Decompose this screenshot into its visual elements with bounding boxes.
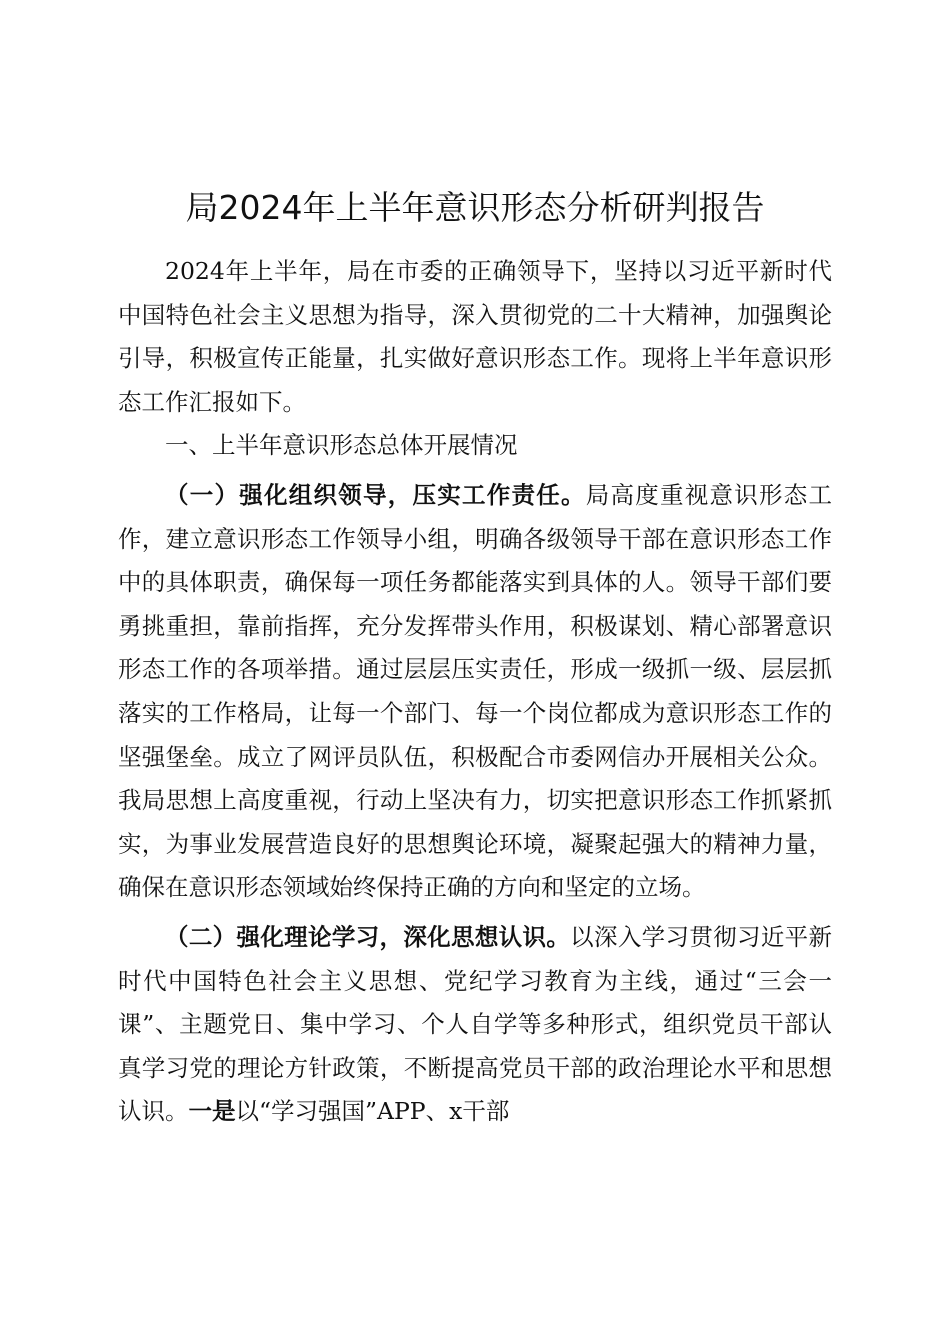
document-body xyxy=(118,250,832,1134)
document-title: 局2024年上半年意识形态分析研判报告 xyxy=(185,188,765,227)
item-2-text: 以深入学习贯彻习近平新时代中国特色社会主义思想、党纪学习教育为主线，通过“三会一课”、主题党日、集中学习、个人自学等多种形式，组织党员干部认真学习党的理论方针政策，不断提高党员干部的政治理论水平和思想认识。 xyxy=(118,922,833,1126)
item-1-text: 局高度重视意识形态工作，建立意识形态工作领导小组，明确各级领导干部在意识形态工作中的具体职责，确保每一项任务都能落实到具体的人。领导干部们要勇挑重担，靠前指挥，充分发挥带头作用，积极谋划、精心部署意识形态工作的各项举措。通过层层压实责任，形成一级抓一级、层层抓落实的工作格局，让每一个部门、每一个岗位都成为意识形态工作的坚强堡垒。成立了网评员队伍，积极配合市委网信办开展相关公众。我局思想上高度重视，行动上坚决有力，切实把意识形态工作抓紧抓实，为事业发展营造良好的思想舆论环境，凝聚起强大的精神力量，确保在意识形态领域始终保持正确的方向和坚定的立场。 xyxy=(118,480,832,902)
item-2-lead: （二）强化理论学习，深化思想认识。 xyxy=(165,922,571,951)
intro-paragraph: 2024年上半年，局在市委的正确领导下，坚持以习近平新时代中国特色社会主义思想为指导，深入贯彻党的二十大精神，加强舆论引导，积极宣传正能量，扎实做好意识形态工作。现将上半年意识形态工作汇报如下。 xyxy=(118,257,832,416)
point-1-text: 以“学习强国”APP、x干部 xyxy=(235,1097,510,1126)
section-heading: 一、上半年意识形态总体开展情况 xyxy=(165,431,518,460)
item-1-lead: （一）强化组织领导，压实工作责任。 xyxy=(165,480,586,509)
item-1-paragraph xyxy=(118,474,832,910)
point-1-lead: 一是 xyxy=(188,1097,236,1126)
item-2-paragraph xyxy=(118,916,832,1134)
